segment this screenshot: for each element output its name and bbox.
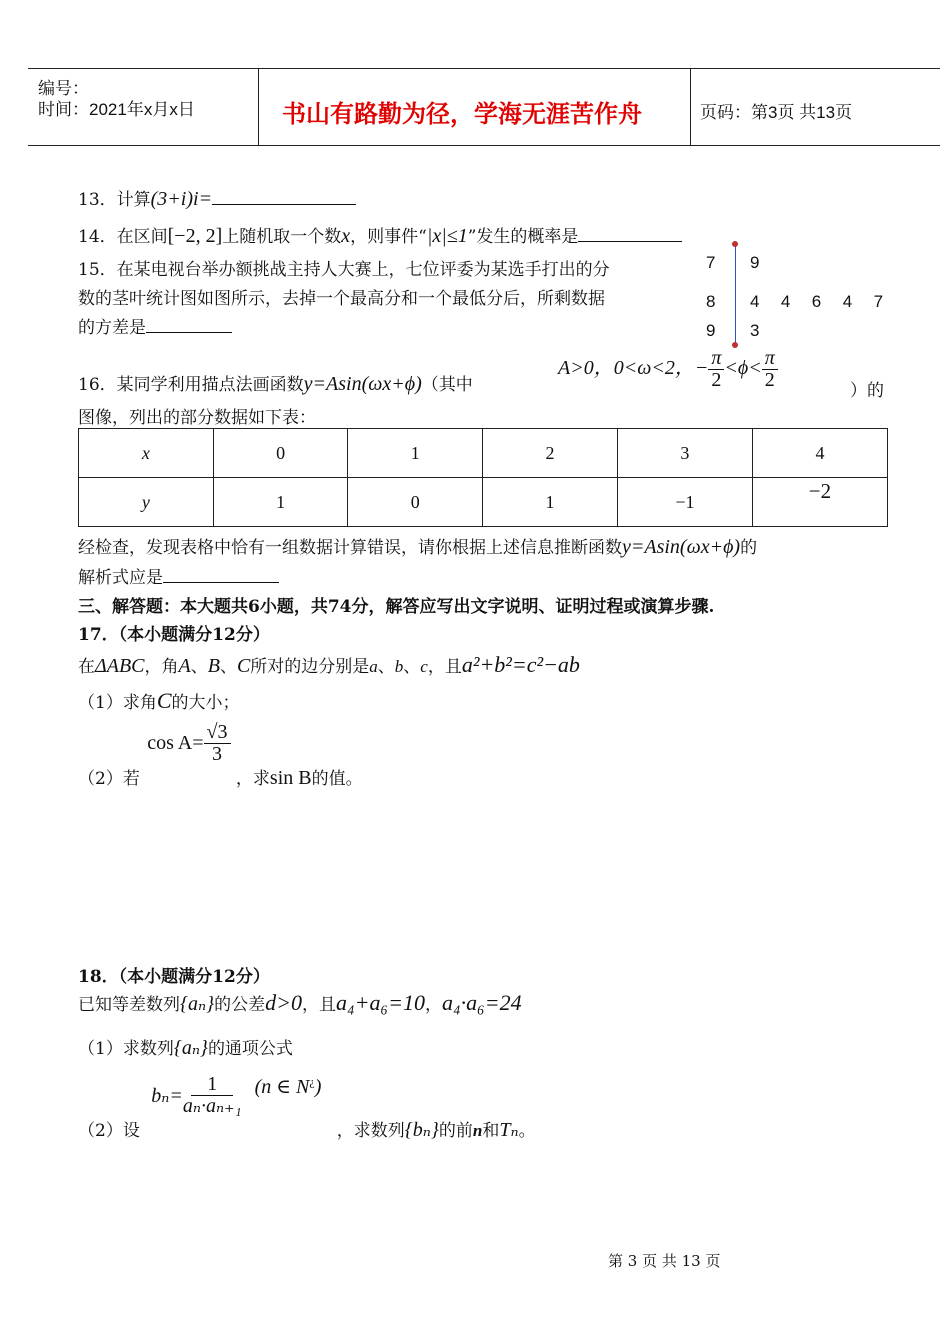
q14-interval: [−2, 2] <box>167 225 223 247</box>
q14-text-d: ”发生的概率是 <box>467 227 579 247</box>
table-cell: 2 <box>483 429 618 478</box>
question-14 <box>78 222 682 248</box>
q17-stem: 在ΔABC，角A、B、C所对的边分别是a、b、c，且a²+b²=c²−ab <box>78 652 580 677</box>
q16-after-b: 的 <box>740 538 758 558</box>
q16-text-c: ）的 <box>850 381 884 401</box>
q16-after-a: 经检查，发现表格中恰有一组数据计算错误，请你根据上述信息推断函数 <box>78 538 622 558</box>
q17-equation: a²+b²=c²−ab <box>461 652 580 677</box>
page-info: 页码：第3页 共13页 <box>700 103 853 122</box>
table-cell: −2 <box>752 478 887 527</box>
table-cell: 1 <box>213 478 348 527</box>
q16-function-2: y=Asin(ωx+ϕ) <box>622 536 741 558</box>
q14-event: |x|≤1 <box>426 225 468 247</box>
table-cell: 4 <box>752 429 887 478</box>
section-3-heading: 三、解答题：本大题共6小题，共74分，解答应写出文字说明、证明过程或演算步骤. <box>78 597 715 617</box>
table-cell-y-label: y <box>79 478 214 527</box>
header-divider-2 <box>690 68 691 146</box>
motto: 书山有路勤为径，学海无涯苦作舟 <box>282 99 642 128</box>
q15-line-3: 的方差是 <box>78 318 146 338</box>
q16-after-line-2: 解析式应是 <box>78 563 279 588</box>
stem-leaf-dot-top <box>732 241 738 247</box>
table-cell: 1 <box>483 478 618 527</box>
table-cell: 0 <box>213 429 348 478</box>
q16-cond-a: A>0，0<ω<2，− <box>558 357 709 380</box>
stem-8: 8 <box>706 292 716 311</box>
q14-text-b: 上随机取一个数 <box>222 227 342 247</box>
q17-title: 17．（本小题满分12分） <box>78 625 270 645</box>
q14-text-c: ，则事件“ <box>350 227 427 247</box>
q14-var: x <box>341 225 351 247</box>
q18-part-2: （2）设 bₙ= $\frac{1}{\text{aₙ·aₙ₊₁}}$ (n ∈ N¿) ，求数列{bₙ}的前n和Tₙ。 <box>78 1073 536 1141</box>
q15-line-1: 15．在某电视台举办额挑战主持人大赛上，七位评委为某选手打出的分 <box>78 260 610 280</box>
q17-triangle: ΔABC <box>95 655 145 677</box>
q16-line-2: 图像，列出的部分数据如下表： <box>78 408 316 428</box>
q18-stem: 已知等差数列{aₙ}的公差d>0，且a₄+a₆=10，a₄·a₆=24 <box>78 990 522 1015</box>
q17-cos-expression: cos A= $\frac{√3}{3}$ <box>147 722 230 765</box>
page-footer: 第 3 页 共 13 页 <box>608 1252 721 1270</box>
table-cell: 3 <box>617 429 752 478</box>
q16-function: y=Asin(ωx+ϕ) <box>303 373 422 395</box>
q14-answer-blank <box>578 223 682 242</box>
leaves-7: 9 <box>750 253 760 272</box>
q16-condition <box>558 348 778 391</box>
q16-data-table <box>78 428 888 527</box>
q18-sequence-an: {aₙ} <box>180 993 215 1015</box>
table-cell: −1 <box>617 478 752 527</box>
leaves-9: 3 <box>750 321 760 340</box>
table-row-x <box>79 429 888 478</box>
q14-text-a: 14．在区间 <box>78 227 168 247</box>
table-cell-x-label: x <box>79 429 214 478</box>
q15-line-2: 数的茎叶统计图如图所示，去掉一个最高分和一个最低分后，所剩数据 <box>78 289 605 309</box>
q18-bn-formula: bₙ= $\frac{1}{\text{aₙ·aₙ₊₁}}$ (n ∈ N¿) <box>151 1073 322 1117</box>
header-top-rule <box>28 68 940 69</box>
q18-title: 18．（本小题满分12分） <box>78 967 270 987</box>
time-label: 时间：2021年x月x日 <box>38 100 195 119</box>
q18-eq-1: a₄+a₆=10 <box>335 990 425 1015</box>
q16-answer-blank <box>163 564 279 583</box>
q18-part-1: （1）求数列{aₙ}的通项公式 <box>78 1037 293 1059</box>
q17-part-1: （1）求角C的大小； <box>78 688 240 713</box>
stem-9: 9 <box>706 321 716 340</box>
q16-frac-1: $\frac{\pi}{2}$ <box>708 348 724 391</box>
question-13 <box>78 185 356 211</box>
q16-after <box>78 533 757 559</box>
table-cell: 1 <box>348 429 483 478</box>
question-16-line-1 <box>78 370 473 396</box>
stem-leaf-divider <box>735 245 736 345</box>
q15-answer-blank <box>146 314 232 333</box>
q17-part-2: （2）若 cos A= $\frac{√3}{3}$ ，求sin B的值。 <box>78 721 363 789</box>
q18-eq-2: a₄·a₆=24 <box>441 990 522 1015</box>
q13-expr: (3+i)i= <box>150 188 213 210</box>
q13-answer-blank <box>212 186 356 205</box>
q16-text-a: 16．某同学利用描点法画函数 <box>78 375 304 395</box>
q16-text-b: （其中 <box>421 375 473 395</box>
header-bottom-rule <box>28 145 940 146</box>
leaves-8: 4 4 6 4 7 <box>750 292 884 311</box>
q13-label: 13．计算 <box>78 190 151 210</box>
stem-7: 7 <box>706 253 716 272</box>
question-15 <box>78 256 610 343</box>
serial-label: 编号： <box>38 79 89 98</box>
q16-phi-rel: <ϕ< <box>724 357 762 380</box>
table-cell: 0 <box>348 478 483 527</box>
header-divider-1 <box>258 68 259 146</box>
q16-frac-2: $\frac{\pi}{2}$ <box>762 348 778 391</box>
table-row-y <box>79 478 888 527</box>
